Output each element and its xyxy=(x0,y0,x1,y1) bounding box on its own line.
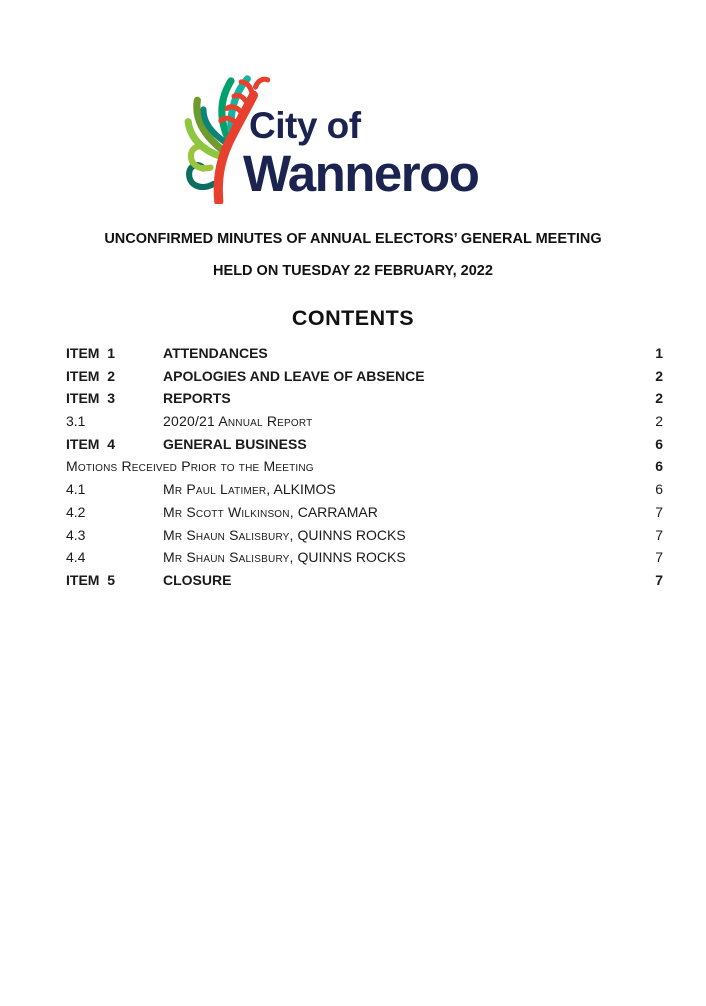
toc-row-3-1 xyxy=(66,409,663,432)
toc-item-title: Mr Paul Latimer, ALKIMOS xyxy=(163,481,336,498)
toc-page-number: 7 xyxy=(655,571,663,588)
toc-row-4-3 xyxy=(66,523,663,546)
toc-item-title: REPORTS xyxy=(163,390,231,407)
toc-item-title: ATTENDANCES xyxy=(163,345,268,361)
toc-item-number: ITEM 4 xyxy=(66,435,116,452)
toc-page-number: 6 xyxy=(655,481,663,498)
meeting-date: HELD ON TUESDAY 22 FEBRUARY, 2022 xyxy=(213,263,493,279)
toc-row-item-4 xyxy=(66,432,663,455)
toc-item-title: Mr Shaun Salisbury, QUINNS ROCKS xyxy=(163,526,406,543)
table-of-contents xyxy=(66,341,663,591)
contents-heading: CONTENTS xyxy=(291,306,415,330)
toc-row-4-1 xyxy=(66,477,663,500)
toc-item-number: ITEM 2 xyxy=(66,367,116,384)
toc-row-4-4 xyxy=(66,545,663,568)
toc-page-number: 6 xyxy=(655,435,663,452)
toc-page-number: 2 xyxy=(655,390,663,407)
toc-item-number: 4.2 xyxy=(66,503,86,520)
toc-page-number: 1 xyxy=(655,345,663,361)
toc-item-number: 4.3 xyxy=(66,526,86,543)
toc-row-item-3 xyxy=(66,386,663,409)
toc-item-title: Mr Shaun Salisbury, QUINNS ROCKS xyxy=(163,549,406,566)
toc-row-motions-section xyxy=(66,454,663,477)
toc-item-number: ITEM 1 xyxy=(66,345,116,361)
toc-item-title: Motions Received Prior to the Meeting xyxy=(66,458,314,475)
toc-page-number: 2 xyxy=(655,413,663,430)
toc-item-number: ITEM 3 xyxy=(66,390,116,407)
toc-page-number: 7 xyxy=(655,526,663,543)
toc-row-4-2 xyxy=(66,500,663,523)
toc-item-title: APOLOGIES AND LEAVE OF ABSENCE xyxy=(163,367,425,384)
toc-row-item-2 xyxy=(66,364,663,387)
toc-row-item-1 xyxy=(66,341,663,364)
toc-item-title: Mr Scott Wilkinson, CARRAMAR xyxy=(163,503,378,520)
toc-page-number: 7 xyxy=(655,503,663,520)
toc-item-title: GENERAL BUSINESS xyxy=(163,435,307,452)
logo-text-city-of: City of xyxy=(249,105,361,146)
toc-page-number: 6 xyxy=(655,458,663,475)
toc-page-number: 2 xyxy=(655,367,663,384)
toc-item-number: 4.4 xyxy=(66,549,86,566)
toc-row-item-5 xyxy=(66,568,663,591)
toc-item-title: 2020/21 Annual Report xyxy=(163,413,313,430)
toc-item-number: ITEM 5 xyxy=(66,571,116,588)
toc-page-number: 7 xyxy=(655,549,663,566)
toc-item-title: CLOSURE xyxy=(163,571,232,588)
logo-text-wanneroo: Wanneroo xyxy=(243,145,479,202)
meeting-title: UNCONFIRMED MINUTES OF ANNUAL ELECTORS’ GENERAL MEETING xyxy=(104,231,602,247)
toc-item-number: 3.1 xyxy=(66,413,86,430)
toc-item-number: 4.1 xyxy=(66,481,86,498)
